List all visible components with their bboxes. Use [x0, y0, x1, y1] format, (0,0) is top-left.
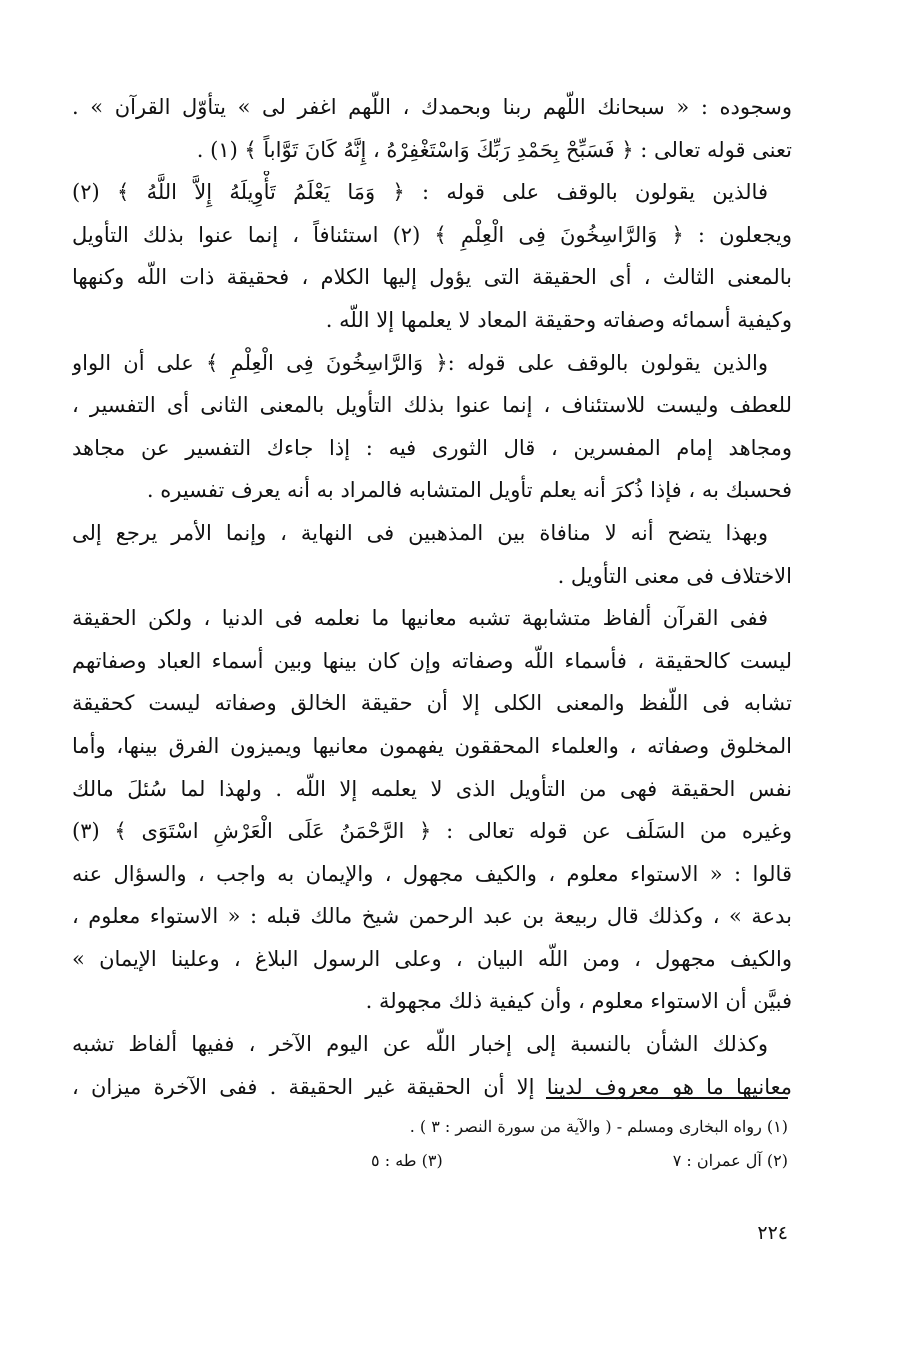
text-line: وكذلك الشأن بالنسبة إلى إخبار اللّه عن اليوم الآخر ، ففيها ألفاظ تشبه [72, 1032, 768, 1057]
text-line: نفس الحقيقة فهى من التأويل الذى لا يعلمه إلا اللّه . ولهذا لما سُئلَ مالك [72, 776, 792, 801]
main-text [72, 86, 792, 1108]
footnote-3: (٣) طه : ٥ [371, 1151, 443, 1170]
text-line: وسجوده : « سبحانك اللّهم ربنا وبحمدك ، اللّهم اغفر لى » يتأوّل القرآن » . [72, 95, 792, 119]
text-line: ومجاهد إمام المفسرين ، قال الثورى فيه : إذا جاءك التفسير عن مجاهد [72, 435, 792, 460]
text-line: ويجعلون : ﴿ وَالرَّاسِخُونَ فِى الْعِلْمِ ﴾ (٢) استئنافاً ، إنما عنوا بذلك التأويل [72, 222, 792, 247]
text-line: تشابه فى اللّفظ والمعنى الكلى إلا أن حقيقة الخالق وصفاته ليست كحقيقة [72, 691, 792, 716]
text-line: ففى القرآن ألفاظ متشابهة تشبه معانيها ما نعلمه فى الدنيا ، ولكن الحقيقة [72, 606, 768, 631]
text-line: فحسبك به ، فإذا ذُكرَ أنه يعلم تأويل المتشابه فالمراد به أنه يعرف تفسيره . [146, 478, 792, 503]
text-line: وغيره من السَلَف عن قوله تعالى : ﴿ الرَّحْمَنُ عَلَى الْعَرْشِ اسْتَوَى ﴾ (٣) [72, 819, 792, 844]
text-line: بدعة » ، وكذلك قال ربيعة بن عبد الرحمن شيخ مالك قبله : « الاستواء معلوم ، [72, 904, 792, 929]
text-line: والكيف مجهول ، ومن اللّه البيان ، وعلى الرسول البلاغ ، وعلينا الإيمان » [72, 946, 792, 971]
text-line: المخلوق وصفاته ، والعلماء المحققون يفهمون معانيها ويميزون الفرق بينها، وأما [72, 733, 792, 758]
text-line: معانيها ما هو معروف لدينا إلا أن الحقيقة غير الحقيقة . ففى الآخرة ميزان ، [72, 1074, 792, 1099]
footnote-1: (١) رواه البخارى ومسلم - ( والآية من سورة النصر : ٣ ) . [409, 1117, 788, 1136]
text-line: للعطف وليست للاستئناف ، إنما عنوا بذلك التأويل بالمعنى الثانى أى التفسير ، [72, 393, 792, 418]
footnotes [240, 1110, 788, 1178]
page-number: ٢٢٤ [757, 1222, 788, 1244]
text-line: تعنى قوله تعالى : ﴿ فَسَبِّحْ بِحَمْدِ رَبِّكَ وَاسْتَغْفِرْهُ ، إِنَّهُ كَانَ تَوَّاباً ﴾ (١) . [196, 137, 792, 162]
footnote-2: (٢) آل عمران : ٧ [672, 1151, 788, 1170]
footnote-row [240, 1144, 788, 1178]
text-line: الاختلاف فى معنى التأويل . [557, 563, 792, 588]
text-line: وبهذا يتضح أنه لا منافاة بين المذهبين فى النهاية ، وإنما الأمر يرجع إلى [72, 520, 768, 545]
footnote-separator [546, 1097, 788, 1099]
text-line: والذين يقولون بالوقف على قوله :﴿ وَالرَّاسِخُونَ فِى الْعِلْمِ ﴾ على أن الواو [72, 350, 768, 375]
text-line: فبيَّن أن الاستواء معلوم ، وأن كيفية ذلك مجهولة . [365, 989, 792, 1014]
text-line: بالمعنى الثالث ، أى الحقيقة التى يؤول إليها الكلام ، فحقيقة ذات اللّه وكنهها [72, 265, 792, 290]
text-line: وكيفية أسمائه وصفاته وحقيقة المعاد لا يعلمها إلا اللّه . [325, 307, 792, 332]
text-line: ليست كالحقيقة ، فأسماء اللّه وصفاته وإن كان بينها وبين أسماء العباد وصفاتهم [72, 648, 792, 673]
text-line: فالذين يقولون بالوقف على قوله : ﴿ وَمَا يَعْلَمُ تَأْوِيلَهُ إِلاَّ اللَّهُ ﴾ (٢) [72, 180, 768, 205]
text-line: قالوا : « الاستواء معلوم ، والكيف مجهول ، والإيمان به واجب ، والسؤال عنه [72, 861, 792, 886]
